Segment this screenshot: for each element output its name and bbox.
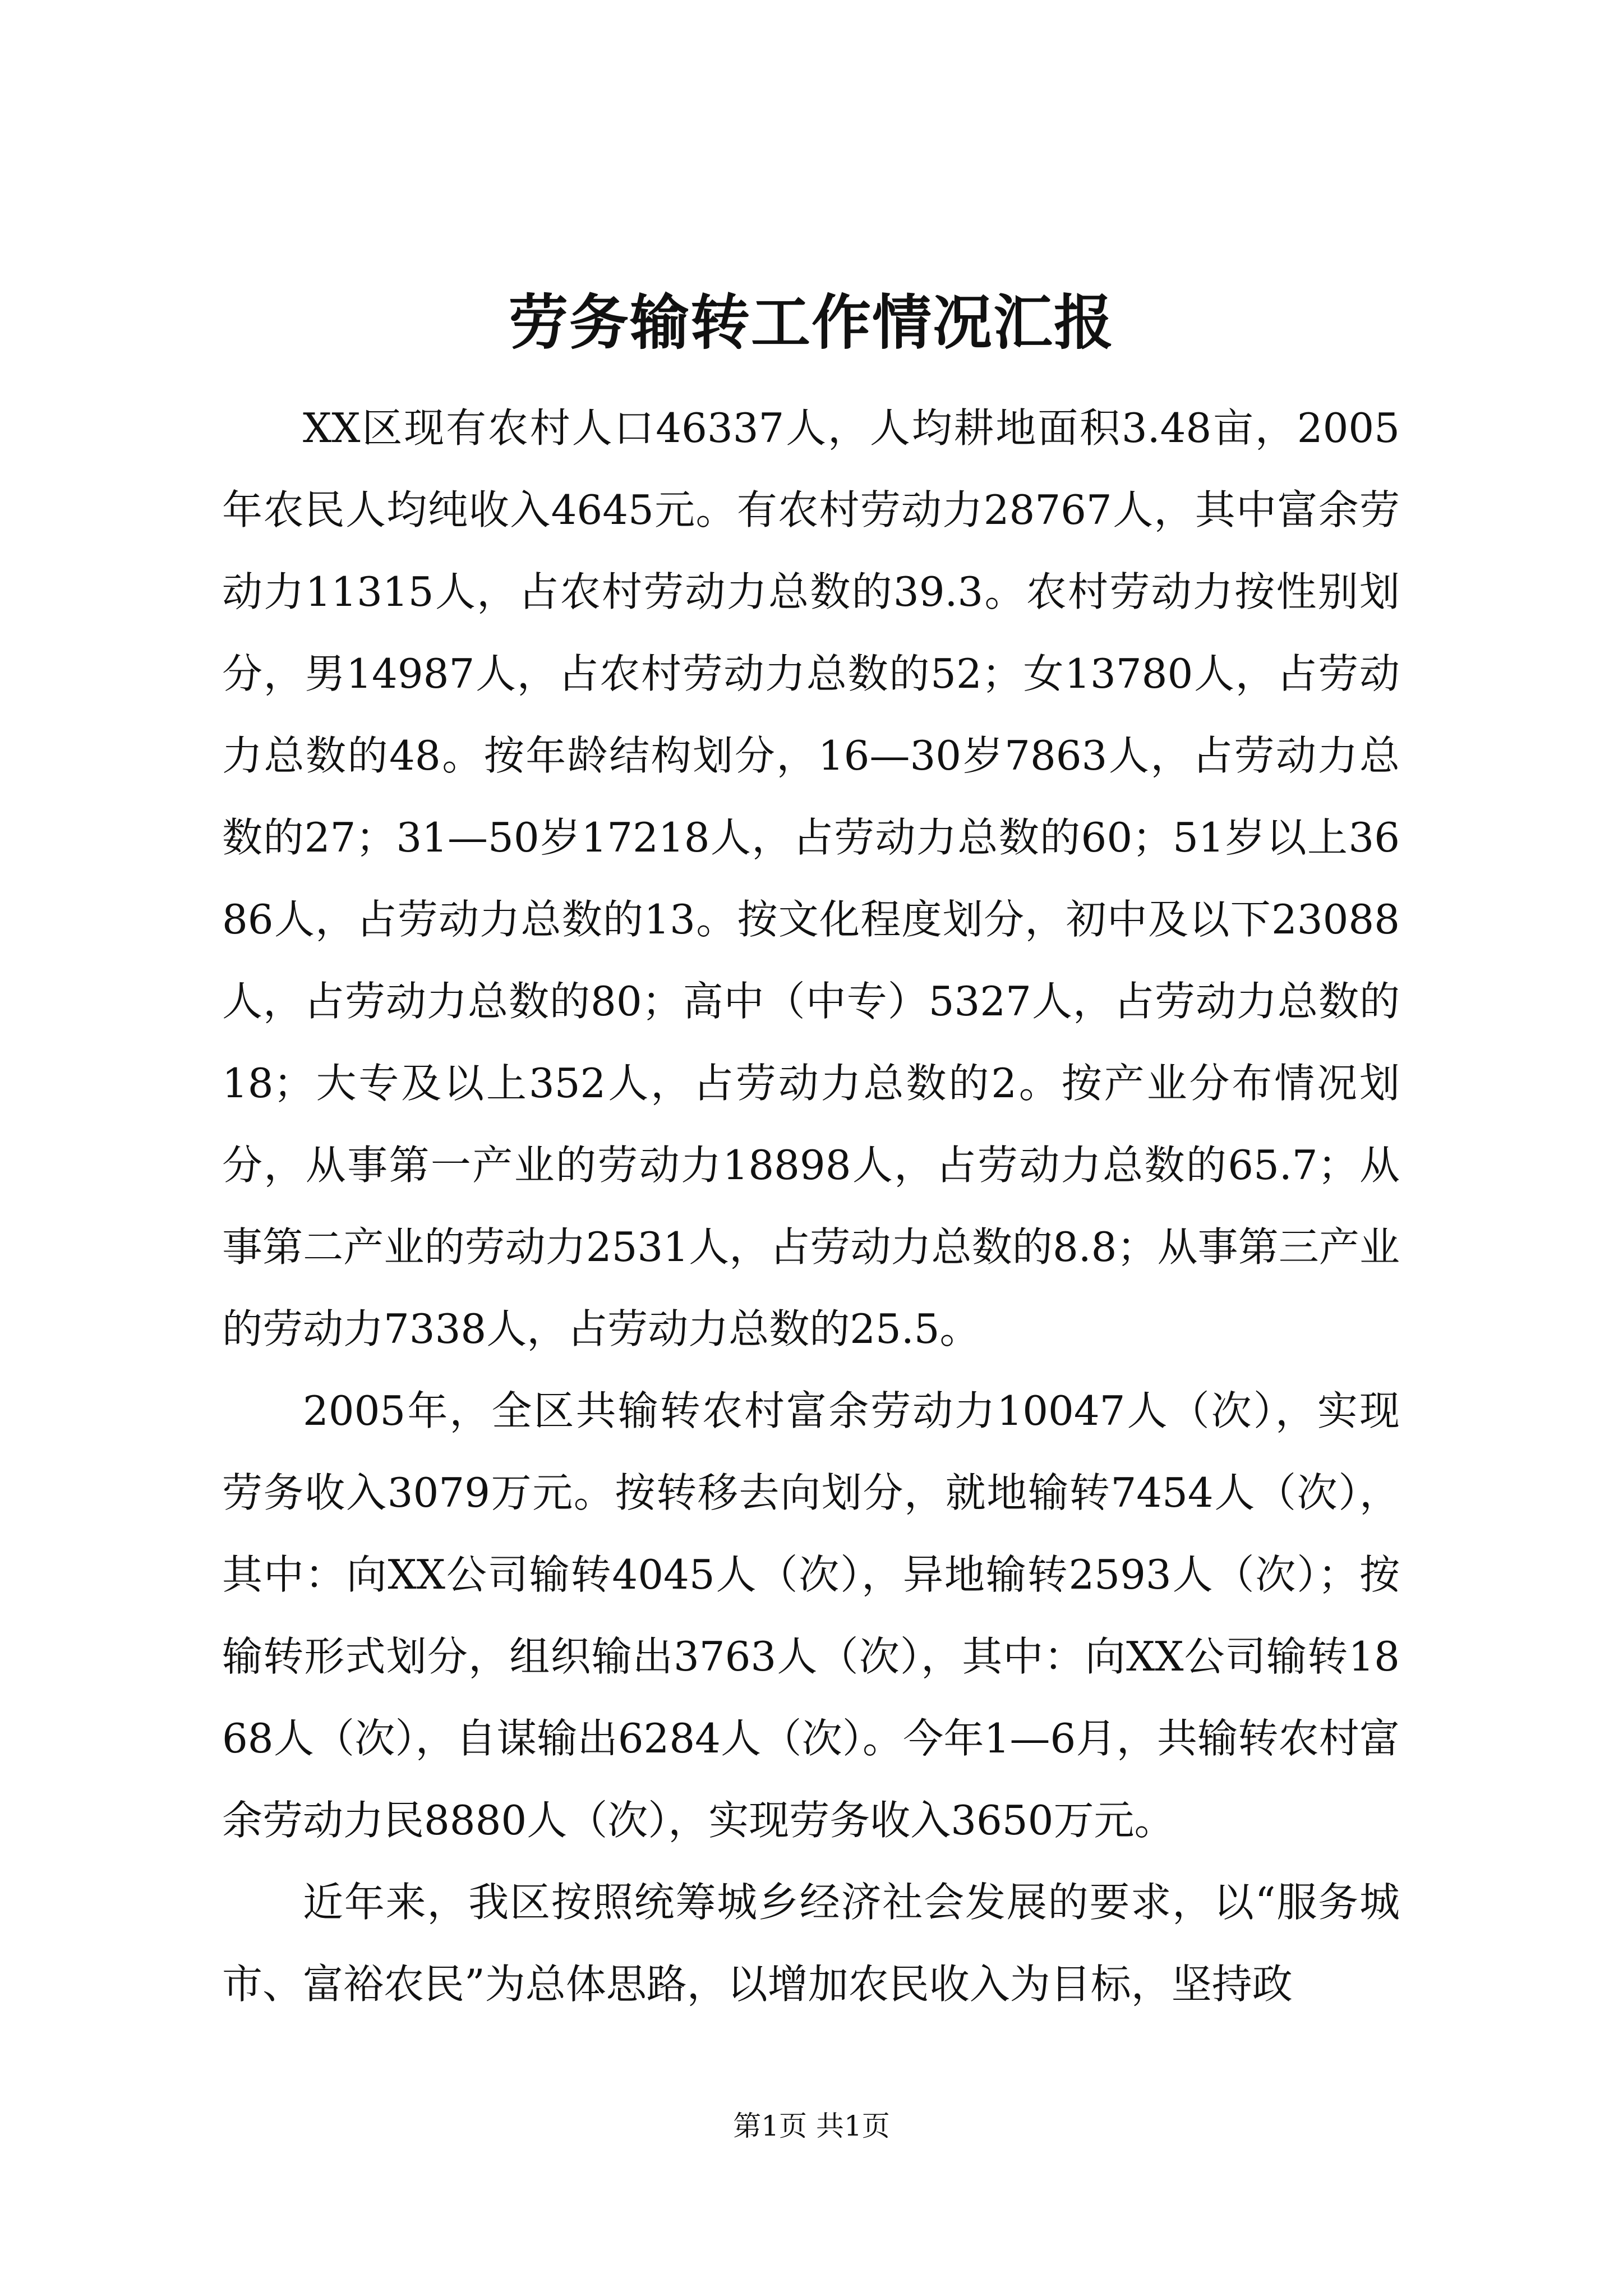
document-body [222,387,1400,2025]
page-number-footer: 第1页 共1页 [733,2110,890,2142]
paragraph-3: 近年来，我区按照统筹城乡经济社会发展的要求，以“服务城市、富裕农民”为总体思路，以增加农民收入为目标，坚持政 [222,1879,1400,2008]
paragraph-2: 2005年，全区共输转农村富余劳动力10047人（次），实现劳务收入3079万元。按转移去向划分，就地输转7454人（次），其中：向XX公司输转4045人（次），异地输转2593人（次）；按输转形式划分，组织输出3763人（次），其中：向XX公司输转1868人（次），自谋输出6284人（次）。今年1—6月，共输转农村富余劳动力民8880人（次），实现劳务收入3650万元。 [222,1387,1400,1844]
document-title: 劳务输转工作情况汇报 [509,287,1114,357]
paragraph-1: XX区现有农村人口46337人，人均耕地面积3.48亩，2005年农民人均纯收入4645元。有农村劳动力28767人，其中富余劳动力11315人，占农村劳动力总数的39.3。农村劳动力按性别划分，男14987人，占农村劳动力总数的52；女13780人，占劳动力总数的48。按年龄结构划分，16—30岁7863人，占劳动力总数的27；31—50岁17218人，占劳动力总数的60；51岁以上3686人，占劳动力总数的13。按文化程度划分，初中及以下23088人，占劳动力总数的80；高中（中专）5327人，占劳动力总数的18；大专及以上352人，占劳动力总数的2。按产业分布情况划分，从事第一产业的劳动力18898人，占劳动力总数的65.7；从事第二产业的劳动力2531人，占劳动力总数的8.8；从事第三产业的劳动力7338人，占劳动力总数的25.5。 [222,404,1400,1352]
